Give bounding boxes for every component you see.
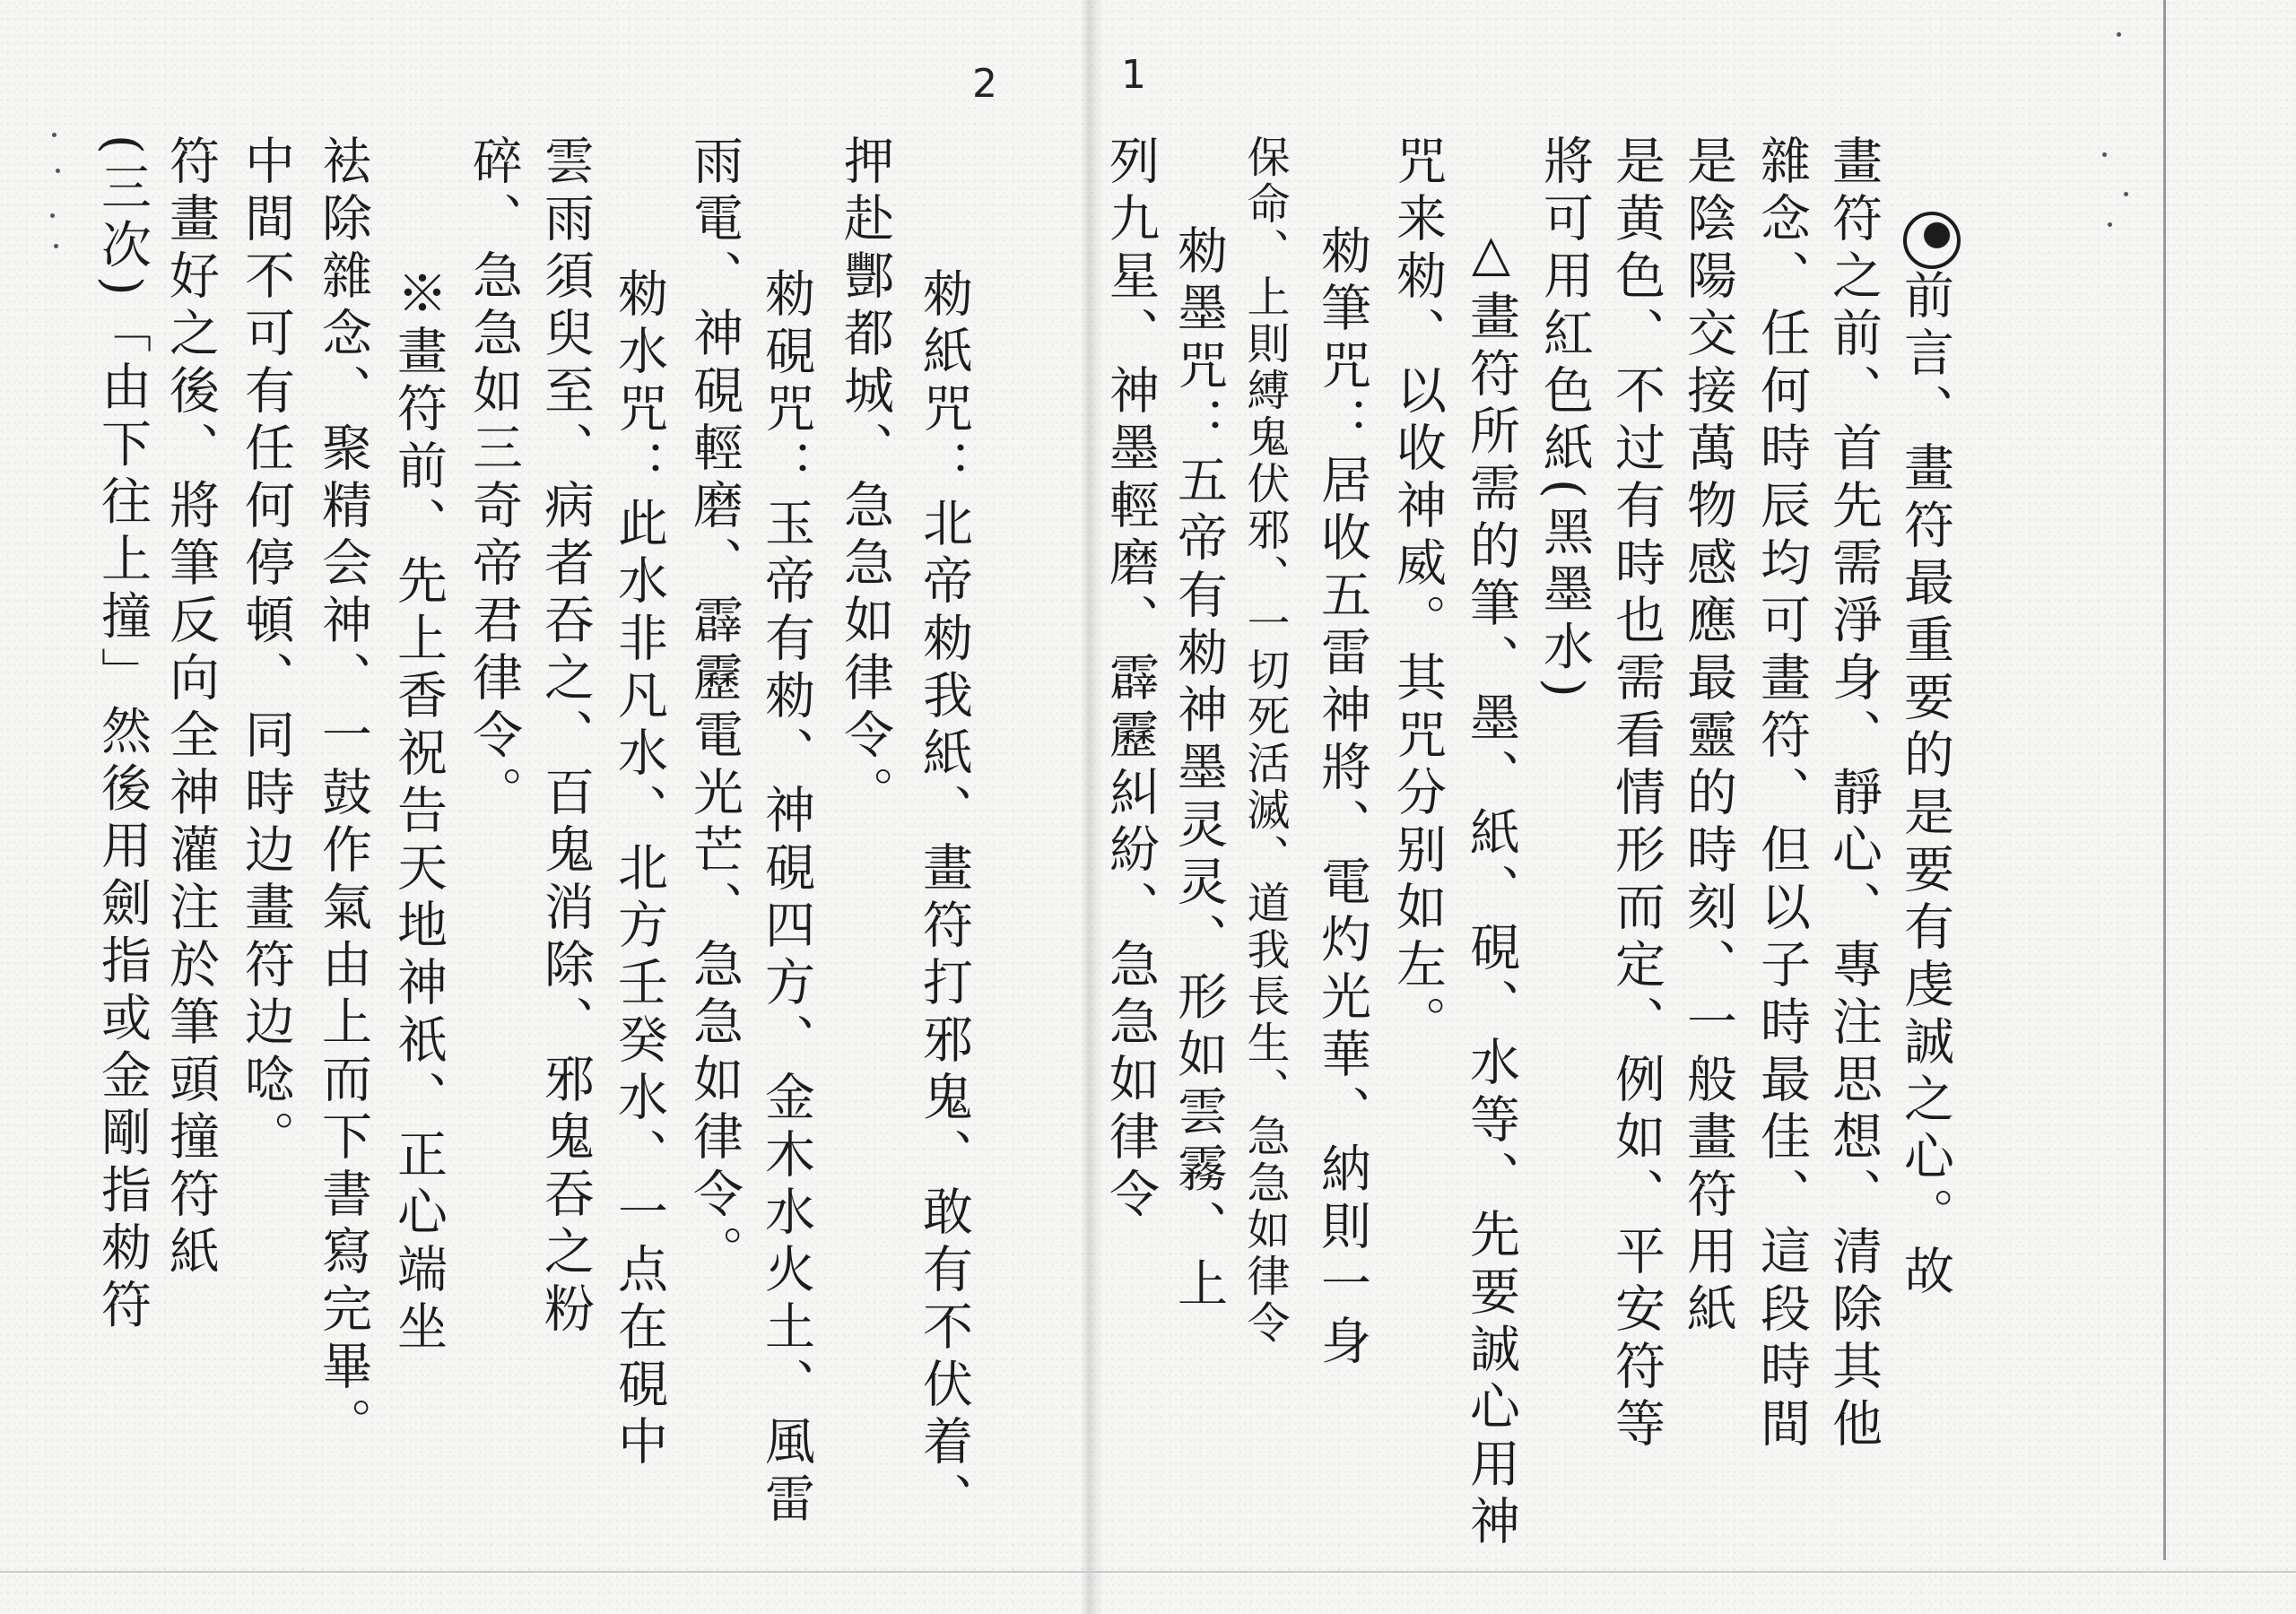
text-column: 咒来勑、以收神威。其咒分别如左。 [1388, 134, 1447, 1053]
text-column: 保命、上則縛鬼伏邪、一切死活滅、道我長生、急急如律令 [1239, 134, 1290, 1347]
text-column: 符畫好之後、將筆反向全神灌注於筆頭撞符紙 [161, 134, 220, 1282]
text-column: 勑水咒：此水非凡水、北方壬癸水、一点在硯中 [610, 267, 668, 1472]
text-column: 袪除雜念、聚精会神、一鼓作氣由上而下書寫完畢。 [314, 134, 372, 1454]
text-column: ※畫符前、先上香祝告天地神祇、正心端坐 [389, 267, 448, 1358]
page-1 [1094, 0, 2296, 1614]
text-column: 是黄色、不过有時也需看情形而定、例如、平安符等 [1607, 134, 1665, 1454]
text-column: 勑硯咒：玉帝有勑、神硯四方、金木水火土、風雷 [757, 267, 815, 1530]
text-column: 畫符之前、首先需淨身、靜心、專注思想、清除其他 [1824, 134, 1883, 1454]
text-column: 勑筆咒：居收五雷神將、電灼光華、納則一身 [1313, 224, 1371, 1372]
text-column: 將可用紅色紙(黑墨水) [1535, 134, 1594, 705]
page-number: 2 [972, 61, 997, 107]
text-column: 勑紙咒：北帝勑我紙、畫符打邪鬼、敢有不伏着、 [915, 267, 973, 1530]
text-column: 是陰陽交接萬物感應最靈的時刻、一般畫符用紙 [1679, 134, 1737, 1340]
text-column: 碎、急急如三奇帝君律令。 [465, 134, 523, 823]
text-column: 雲雨須臾至、病者吞之、百鬼消除、邪鬼吞之粉 [536, 134, 595, 1340]
text-column: 列九星、神墨輕磨、霹靂糾紛、急急如律令 [1101, 134, 1160, 1225]
yin-yang-bullet-icon [1903, 212, 1961, 269]
page-number: 1 [1121, 52, 1146, 98]
text-column: 雜念、任何時辰均可畫符、但以子時最佳、這段時間 [1752, 134, 1811, 1454]
text-column: (三次)「由下往上撞」然後用劍指或金剛指勑符 [93, 134, 152, 1336]
text-column: 前言、畫符最重要的是要有虔誠之心。故 [1896, 269, 1954, 1302]
text-column: △畫符所需的筆、墨、紙、硯、水等、先要誠心用神 [1462, 224, 1520, 1552]
page-2 [0, 0, 1094, 1614]
text-column: 勑墨咒：五帝有勑神墨灵灵、形如雲霧、上 [1170, 224, 1228, 1315]
text-column: 中間不可有任何停頓、同時边畫符边唸。 [237, 134, 295, 1167]
text-column: 雨電、神硯輕磨、霹靂電光芒、急急如律令。 [685, 134, 744, 1282]
text-column: 押赴酆都城、急急如律令。 [836, 134, 894, 823]
